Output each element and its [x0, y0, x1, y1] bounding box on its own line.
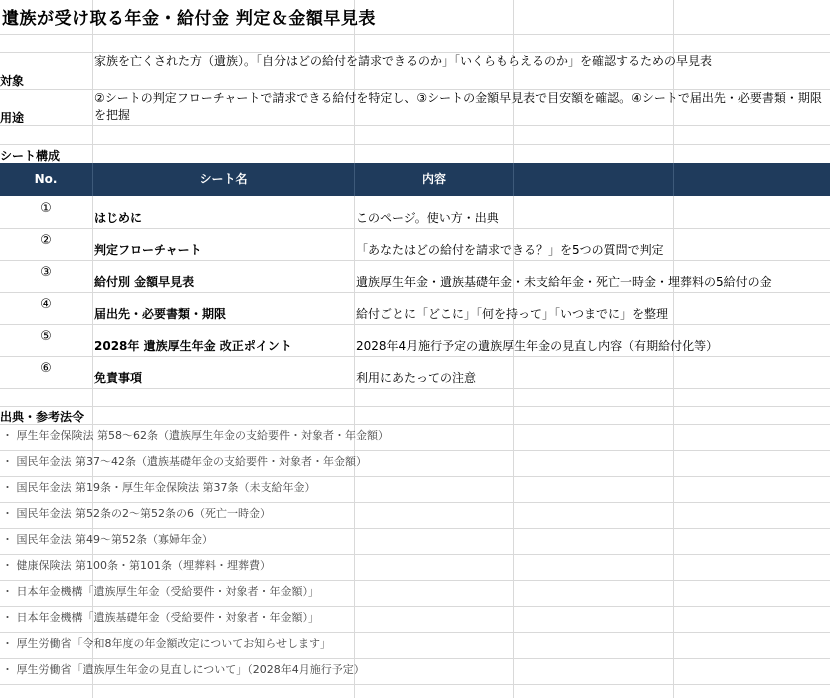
header-divider [513, 163, 514, 196]
row-number: ③ [40, 265, 52, 280]
reference-item: ・ 国民年金法 第52条の2〜第52条の6（死亡一時金） [2, 507, 271, 520]
reference-item: ・ 日本年金機構「遺族厚生年金（受給要件・対象者・年金額）」 [2, 585, 319, 598]
reference-item: ・ 厚生労働省「令和8年度の年金額改定についてお知らせします」 [2, 637, 331, 650]
header-no: No. [34, 172, 58, 186]
refs-heading: 出典・参考法令 [0, 410, 85, 424]
sheet-name: 判定フローチャート [94, 243, 202, 257]
row-number: ⑥ [40, 361, 52, 376]
grid-row-line [0, 34, 830, 35]
grid-row-line [0, 144, 830, 145]
sheet-name: 2028年 遺族厚生年金 改正ポイント [94, 339, 292, 353]
page-title: 遺族が受け取る年金・給付金 判定＆金額早見表 [2, 9, 376, 29]
target-label: 対象 [0, 74, 25, 88]
usage-text: ②シートの判定フローチャートで請求できる給付を特定し、③シートの金額早見表で目安額を確認。④シートで届出先・必要書類・期限を把握 [94, 91, 822, 122]
sheet-description: 2028年4月施行予定の遺族厚生年金の見直し内容（有期給付化等） [356, 339, 719, 353]
reference-item: ・ 国民年金法 第19条・厚生年金保険法 第37条（未支給年金） [2, 481, 316, 494]
row-number: ⑤ [40, 329, 52, 344]
grid-row-line [0, 580, 830, 581]
grid-row-line [0, 528, 830, 529]
sheet-description: 「あなたはどの給付を請求できる？」を5つの質問で判定 [356, 243, 664, 257]
table-header [0, 163, 830, 196]
header-sheet-name: シート名 [199, 172, 248, 186]
grid-row-line [0, 406, 830, 407]
sheet-name: はじめに [94, 211, 143, 225]
grid-row-line [0, 684, 830, 685]
grid-row-line [0, 606, 830, 607]
table-row [0, 325, 830, 357]
sheet-name: 免責事項 [94, 371, 143, 385]
sheet-description: 給付ごとに「どこに」「何を持って」「いつまでに」を整理 [356, 307, 669, 321]
grid-row-line [0, 125, 830, 126]
grid-row-line [0, 554, 830, 555]
grid-row-line [0, 658, 830, 659]
reference-item: ・ 日本年金機構「遺族基礎年金（受給要件・対象者・年金額）」 [2, 611, 319, 624]
row-number: ② [40, 233, 52, 248]
grid-row-line [0, 502, 830, 503]
table-row [0, 357, 830, 389]
header-content: 内容 [421, 172, 446, 186]
sheet-description: このページ。使い方・出典 [356, 211, 499, 225]
sheet-name: 届出先・必要書類・期限 [94, 307, 227, 321]
sheets-heading: シート構成 [0, 149, 61, 163]
grid-row-line [0, 424, 830, 425]
row-number: ④ [40, 297, 52, 312]
grid-row-line [0, 450, 830, 451]
header-divider [673, 163, 674, 196]
grid-row-line [0, 476, 830, 477]
reference-item: ・ 健康保険法 第100条・第101条（埋葬料・埋葬費） [2, 559, 271, 572]
reference-item: ・ 国民年金法 第49〜第52条（寡婦年金） [2, 533, 213, 546]
sheet-description: 利用にあたっての注意 [356, 371, 477, 385]
table-row [0, 261, 830, 293]
grid-row-line [0, 632, 830, 633]
target-text: 家族を亡くされた方（遺族）。「自分はどの給付を請求できるのか」「いくらもらえるのか」を確認するための早見表 [94, 54, 713, 68]
sheet-name: 給付別 金額早見表 [94, 275, 195, 289]
table-row [0, 293, 830, 325]
usage-label: 用途 [0, 111, 25, 125]
row-number: ① [40, 201, 52, 216]
table-row [0, 229, 830, 261]
table-row [0, 197, 830, 229]
reference-item: ・ 国民年金法 第37〜42条（遺族基礎年金の支給要件・対象者・年金額） [2, 455, 367, 468]
reference-item: ・ 厚生労働省「遺族厚生年金の見直しについて」（2028年4月施行予定） [2, 663, 365, 676]
sheet-description: 遺族厚生年金・遺族基礎年金・未支給年金・死亡一時金・埋葬料の5給付の金 [356, 275, 772, 289]
reference-item: ・ 厚生年金保険法 第58〜62条（遺族厚生年金の支給要件・対象者・年金額） [2, 429, 389, 442]
